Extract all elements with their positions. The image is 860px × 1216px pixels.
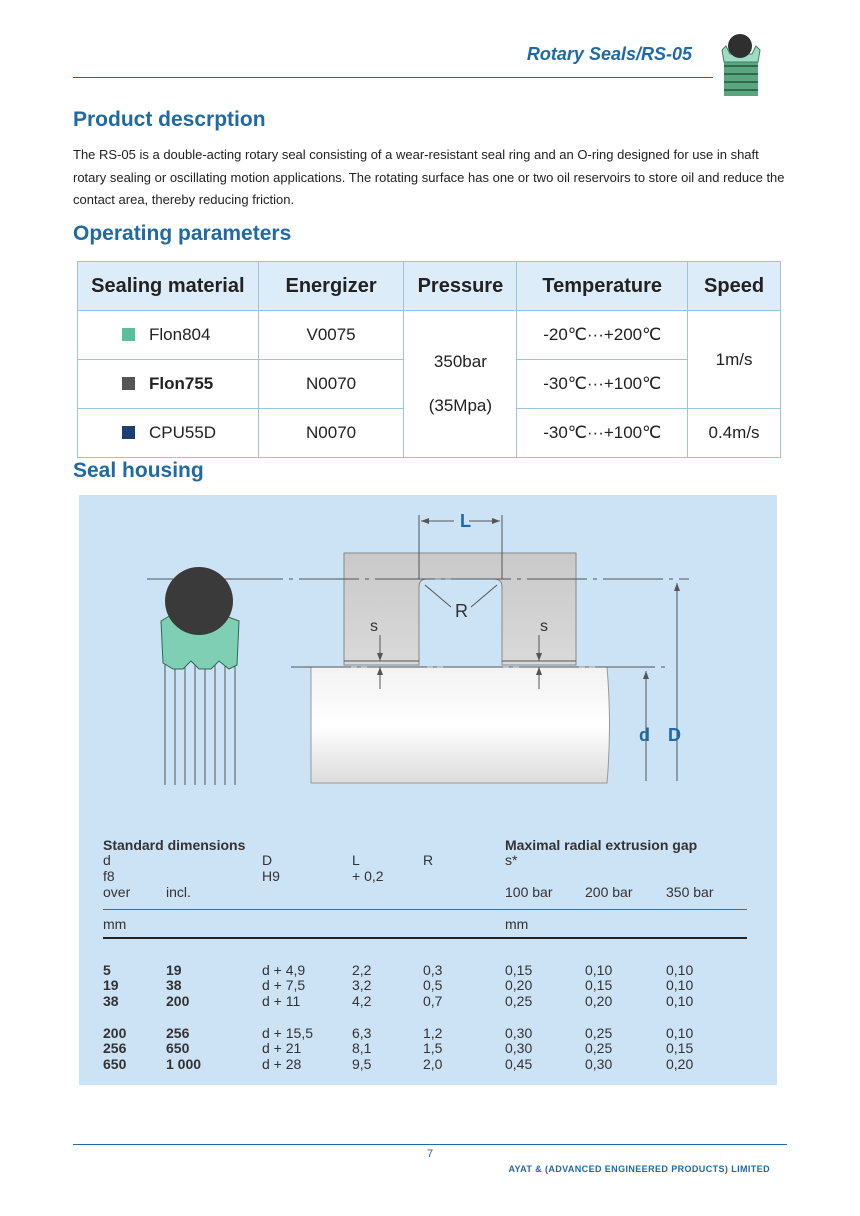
table-cell: 200 <box>166 993 190 1009</box>
energizer-cell: V0075 <box>258 311 404 360</box>
table-cell: 0,10 <box>666 977 694 993</box>
table-row <box>78 311 781 360</box>
operating-parameters-table <box>77 261 781 458</box>
table-cell: 0,25 <box>505 993 533 1009</box>
table-cell: 0,25 <box>585 1040 613 1056</box>
housing-heading: Seal housing <box>73 459 204 482</box>
table-cell: 0,30 <box>505 1025 533 1041</box>
table-cell: 2,2 <box>352 962 372 978</box>
column-header: Sealing material <box>78 262 259 311</box>
material-name: CPU55D <box>149 423 217 442</box>
column-L-tolerance: + 0,2 <box>352 868 384 884</box>
column-s: s* <box>505 852 518 868</box>
table-cell: d + 28 <box>262 1056 302 1072</box>
table-cell: 38 <box>103 993 119 1009</box>
energizer-cell: N0070 <box>258 360 404 409</box>
pressure-cell <box>404 311 517 458</box>
temperature-cell: -30℃···+100℃ <box>517 360 688 409</box>
color-swatch-icon <box>122 328 135 341</box>
speed-cell: 1m/s <box>688 311 781 409</box>
table-cell: 0,15 <box>666 1040 694 1056</box>
dimension-label-d: d <box>639 725 650 745</box>
operating-heading: Operating parameters <box>73 222 292 245</box>
table-cell: 0,5 <box>423 977 443 993</box>
table-cell: 0,20 <box>666 1056 694 1072</box>
table-cell: 4,2 <box>352 993 372 1009</box>
table-cell: 0,10 <box>666 1025 694 1041</box>
table-cell: 9,5 <box>352 1056 372 1072</box>
color-swatch-icon <box>122 377 135 390</box>
table-cell: 650 <box>166 1040 190 1056</box>
table-cell: 0,10 <box>666 993 694 1009</box>
table-cell: 2,0 <box>423 1056 443 1072</box>
table-cell: 38 <box>166 977 182 993</box>
table-cell: 1,5 <box>423 1040 443 1056</box>
table-cell: 256 <box>166 1025 190 1041</box>
material-cell <box>78 409 259 458</box>
footer-company: AYAT & (ADVANCED ENGINEERED PRODUCTS) LIMITED <box>508 1164 770 1174</box>
table-cell: 200 <box>103 1025 127 1041</box>
seal-cross-section-icon <box>161 567 239 785</box>
table-divider <box>103 909 747 910</box>
page-number: 7 <box>426 1148 434 1160</box>
header-divider <box>73 77 713 78</box>
temperature-cell: -30℃···+100℃ <box>517 409 688 458</box>
table-cell: 650 <box>103 1056 127 1072</box>
table-cell: 0,10 <box>585 962 613 978</box>
footer-divider <box>73 1144 787 1145</box>
standard-dimensions-title: Standard dimensions <box>103 837 246 853</box>
description-heading: Product descrption <box>73 108 266 131</box>
material-name: Flon755 <box>149 374 214 393</box>
table-cell: 8,1 <box>352 1040 372 1056</box>
table-divider-thick <box>103 937 747 939</box>
dimension-label-R: R <box>455 601 468 621</box>
table-cell: 0,25 <box>585 1025 613 1041</box>
material-name: Flon804 <box>149 325 211 344</box>
unit-mm: mm <box>505 916 529 932</box>
column-header: Energizer <box>258 262 404 311</box>
table-cell: 6,3 <box>352 1025 372 1041</box>
table-cell: d + 15,5 <box>262 1025 313 1041</box>
extrusion-gap-title: Maximal radial extrusion gap <box>505 837 698 853</box>
table-cell: 0,30 <box>505 1040 533 1056</box>
table-cell: 19 <box>103 977 119 993</box>
temperature-cell: -20℃···+200℃ <box>517 311 688 360</box>
unit-mm: mm <box>103 916 127 932</box>
description-text: The RS-05 is a double-acting rotary seal consisting of a wear-resistant seal ring and an O-ring designed for use in shaft rotary sealing or oscillating motion applications. The rotating surface has one or two oil reservoirs to store oil and reduce the contact area, thereby reducing friction. <box>73 147 785 207</box>
column-200bar: 200 bar <box>585 884 633 900</box>
color-swatch-icon <box>122 426 135 439</box>
table-cell: 0,15 <box>505 962 533 978</box>
speed-cell: 0.4m/s <box>688 409 781 458</box>
column-100bar: 100 bar <box>505 884 553 900</box>
dimension-label-s: s <box>540 618 548 635</box>
pressure-value: 350bar <box>433 352 487 371</box>
table-cell: 256 <box>103 1040 127 1056</box>
dimension-label-L: L <box>460 511 471 531</box>
table-cell: 5 <box>103 962 111 978</box>
table-cell: 3,2 <box>352 977 372 993</box>
table-header-row <box>78 262 781 311</box>
column-f8: f8 <box>103 868 115 884</box>
table-cell: 0,30 <box>585 1056 613 1072</box>
table-cell: 0,45 <box>505 1056 533 1072</box>
column-header: Temperature <box>517 262 688 311</box>
column-header: Pressure <box>404 262 517 311</box>
column-H9: H9 <box>262 868 280 884</box>
table-cell: 0,20 <box>505 977 533 993</box>
table-cell: 1,2 <box>423 1025 443 1041</box>
table-cell: d + 7,5 <box>262 977 306 993</box>
housing-diagram <box>79 495 777 825</box>
table-cell: 1 000 <box>166 1056 202 1072</box>
header-title: Rotary Seals/RS-05 <box>526 44 692 64</box>
table-cell: 0,15 <box>585 977 613 993</box>
material-cell <box>78 360 259 409</box>
dimension-label-s: s <box>370 618 378 635</box>
column-R: R <box>423 852 434 868</box>
column-over: over <box>103 884 131 900</box>
table-cell: 0,10 <box>666 962 694 978</box>
table-cell: 0,20 <box>585 993 613 1009</box>
column-d: d <box>103 852 111 868</box>
table-cell: 0,3 <box>423 962 443 978</box>
table-cell: d + 11 <box>262 993 301 1009</box>
column-350bar: 350 bar <box>666 884 714 900</box>
table-cell: 19 <box>166 962 182 978</box>
column-D: D <box>262 852 273 868</box>
table-cell: d + 21 <box>262 1040 302 1056</box>
pressure-mpa: (35Mpa) <box>428 396 493 415</box>
dimension-label-D: D <box>668 725 681 745</box>
column-L: L <box>352 852 360 868</box>
rotary-seal-logo-icon <box>718 32 762 98</box>
energizer-cell: N0070 <box>258 409 404 458</box>
column-incl: incl. <box>166 884 191 900</box>
housing-panel <box>79 495 777 1085</box>
material-cell <box>78 311 259 360</box>
column-header: Speed <box>688 262 781 311</box>
table-cell: 0,7 <box>423 993 443 1009</box>
table-cell: d + 4,9 <box>262 962 306 978</box>
